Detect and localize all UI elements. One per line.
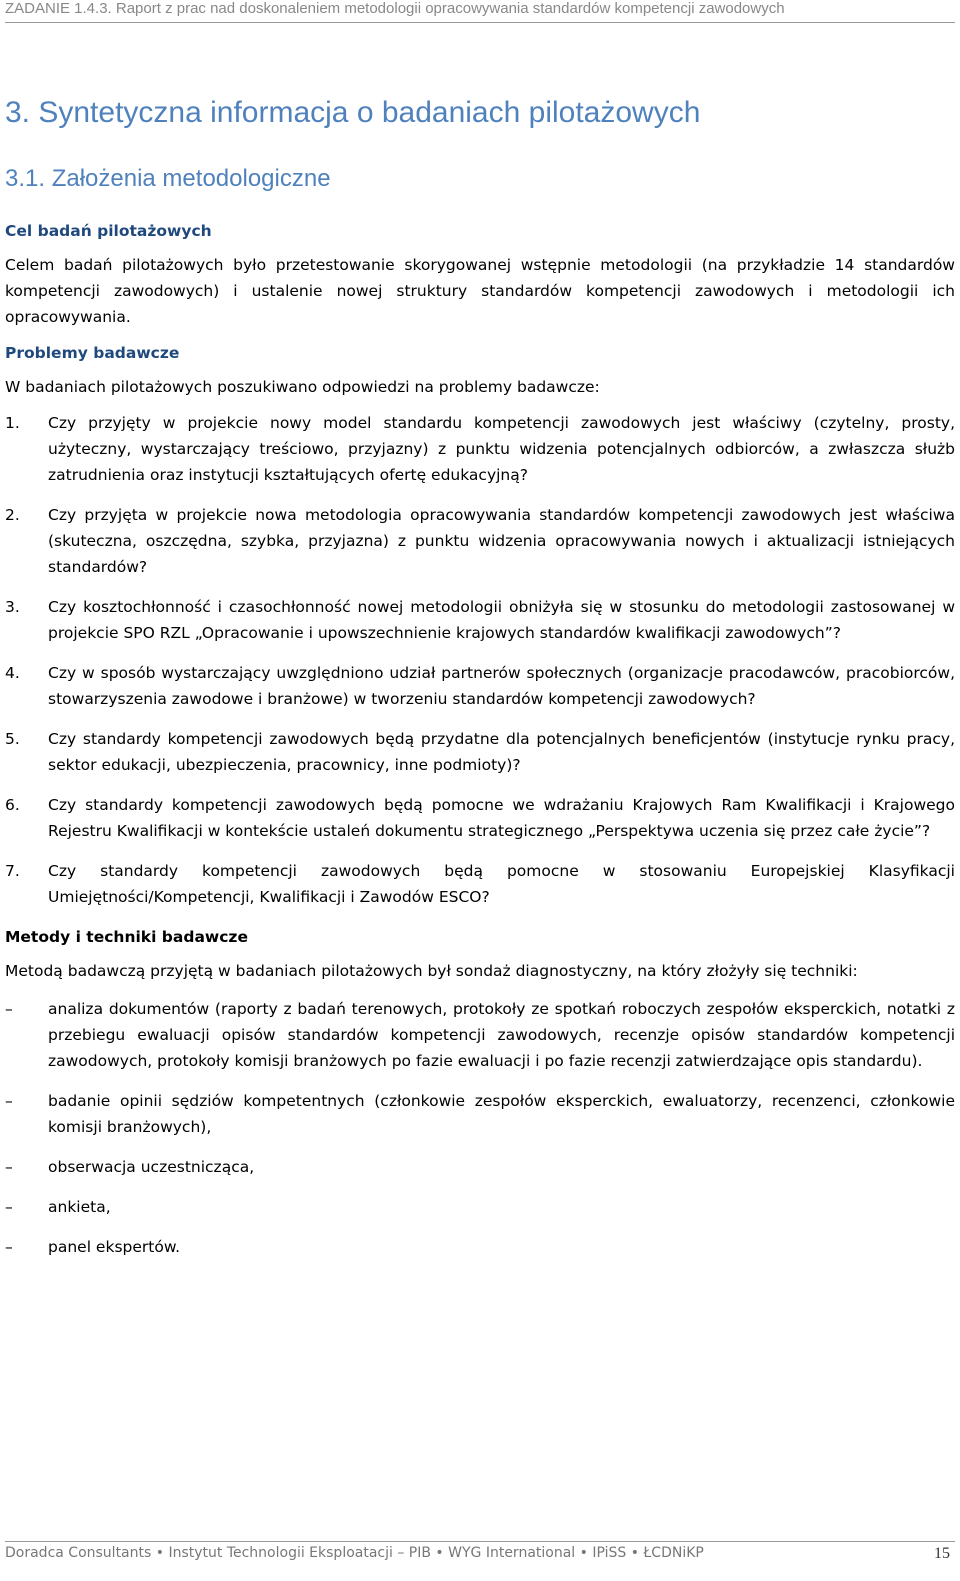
technique-text: badanie opinii sędziów kompetentnych (członkowie zespołów eksperckich, ewaluatorzy, recenzenci, członkowie komisji branżowych),: [48, 1092, 955, 1136]
problem-text: Czy w sposób wystarczający uwzględniono udział partnerów społecznych (organizacje pracodawców, pracobiorców, stowarzyszenia zawodowe i branżowe) w tworzeniu standardów kompetencji zawodowych?: [48, 664, 955, 708]
metody-intro: Metodą badawczą przyjętą w badaniach pilotażowych był sondaż diagnostyczny, na który złożyły się techniki:: [5, 962, 858, 980]
problem-text: Czy przyjęta w projekcie nowa metodologia opracowywania standardów kompetencji zawodowych jest właściwa (skuteczna, oszczędna, szybka, przyjazna) z punktu widzenia opracowywania nowych i aktualizacji istniejących standardów?: [48, 506, 955, 576]
technique-text: ankieta,: [48, 1198, 111, 1216]
header-rule: [5, 22, 955, 23]
page-number: 15: [934, 1545, 950, 1562]
problem-text: Czy kosztochłonność i czasochłonność nowej metodologii obniżyła się w stosunku do metodologii zastosowanej w projekcie SPO RZL „Opracowanie i upowszechnienie krajowych standardów kwalifikacji zawodowych”?: [48, 598, 955, 642]
footer-rule: [5, 1541, 955, 1542]
problem-number: 1.: [5, 414, 20, 432]
document-body: [5, 218, 955, 1274]
section-heading: 3. Syntetyczna informacja o badaniach pilotażowych: [5, 96, 701, 129]
cel-heading: Cel badań pilotażowych: [5, 222, 212, 240]
problemy-heading: Problemy badawcze: [5, 344, 180, 362]
technique-text: panel ekspertów.: [48, 1238, 181, 1256]
problem-text: Czy przyjęty w projekcie nowy model standardu kompetencji zawodowych jest właściwy (czytelny, prosty, użyteczny, wystarczający treściowo, przyjazny) z punktu widzenia potencjalnych odbiorców, a zwłaszcza służb zatrudnienia oraz instytucji kształtujących ofertę edukacyjną?: [48, 414, 955, 484]
problems-list: [5, 410, 955, 910]
subsection-heading: 3.1. Założenia metodologiczne: [5, 165, 331, 192]
problem-number: 4.: [5, 664, 20, 682]
problem-number: 2.: [5, 506, 20, 524]
dash-bullet: –: [5, 1238, 13, 1256]
problem-number: 6.: [5, 796, 20, 814]
dash-bullet: –: [5, 1092, 13, 1110]
technique-item: [5, 1234, 955, 1260]
technique-item: [5, 1088, 955, 1140]
technique-item: [5, 1154, 955, 1180]
problem-item: [5, 792, 955, 844]
footer-partners: Doradca Consultants • Instytut Technologii Eksploatacji – PIB • WYG International • IPiSS • ŁCDNiKP: [5, 1545, 704, 1561]
problem-item: [5, 502, 955, 580]
dash-bullet: –: [5, 1000, 13, 1018]
technique-item: [5, 996, 955, 1074]
problem-number: 7.: [5, 862, 20, 880]
cel-paragraph: Celem badań pilotażowych było przetestowanie skorygowanej wstępnie metodologii (na przykładzie 14 standardów kompetencji zawodowych) i ustalenie nowej struktury standardów kompetencji zawodowych i metodologii ich opracowywania.: [5, 256, 955, 326]
running-header: ZADANIE 1.4.3. Raport z prac nad doskonaleniem metodologii opracowywania standardów kompetencji zawodowych: [5, 0, 785, 17]
problem-item: [5, 726, 955, 778]
problemy-intro: W badaniach pilotażowych poszukiwano odpowiedzi na problemy badawcze:: [5, 378, 600, 396]
page-footer: [5, 1545, 950, 1561]
problem-text: Czy standardy kompetencji zawodowych będą pomocne we wdrażaniu Krajowych Ram Kwalifikacji i Krajowego Rejestru Kwalifikacji w kontekście ustaleń dokumentu strategicznego „Perspektywa uczenia się przez całe życie”?: [48, 796, 955, 840]
problem-item: [5, 594, 955, 646]
dash-bullet: –: [5, 1158, 13, 1176]
dash-bullet: –: [5, 1198, 13, 1216]
problem-item: [5, 410, 955, 488]
problem-number: 3.: [5, 598, 20, 616]
problem-text: Czy standardy kompetencji zawodowych będą przydatne dla potencjalnych beneficjentów (instytucje rynku pracy, sektor edukacji, ubezpieczenia, pracownicy, inne podmioty)?: [48, 730, 955, 774]
technique-item: [5, 1194, 955, 1220]
problem-item: [5, 660, 955, 712]
techniques-list: [5, 996, 955, 1260]
technique-text: obserwacja uczestnicząca,: [48, 1158, 255, 1176]
technique-text: analiza dokumentów (raporty z badań terenowych, protokoły ze spotkań roboczych zespołów eksperckich, notatki z przebiegu ewaluacji opisów standardów kompetencji zawodowych, recenzje opisów standardów kompetencji zawodowych, protokoły komisji branżowych po fazie ewaluacji i po fazie recenzji zatwierdzające opis standardu).: [48, 1000, 955, 1070]
problem-text: Czy standardy kompetencji zawodowych będą pomocne w stosowaniu Europejskiej Klasyfikacji Umiejętności/Kompetencji, Kwalifikacji i Zawodów ESCO?: [48, 862, 955, 906]
problem-number: 5.: [5, 730, 20, 748]
metody-heading: Metody i techniki badawcze: [5, 928, 248, 946]
problem-item: [5, 858, 955, 910]
